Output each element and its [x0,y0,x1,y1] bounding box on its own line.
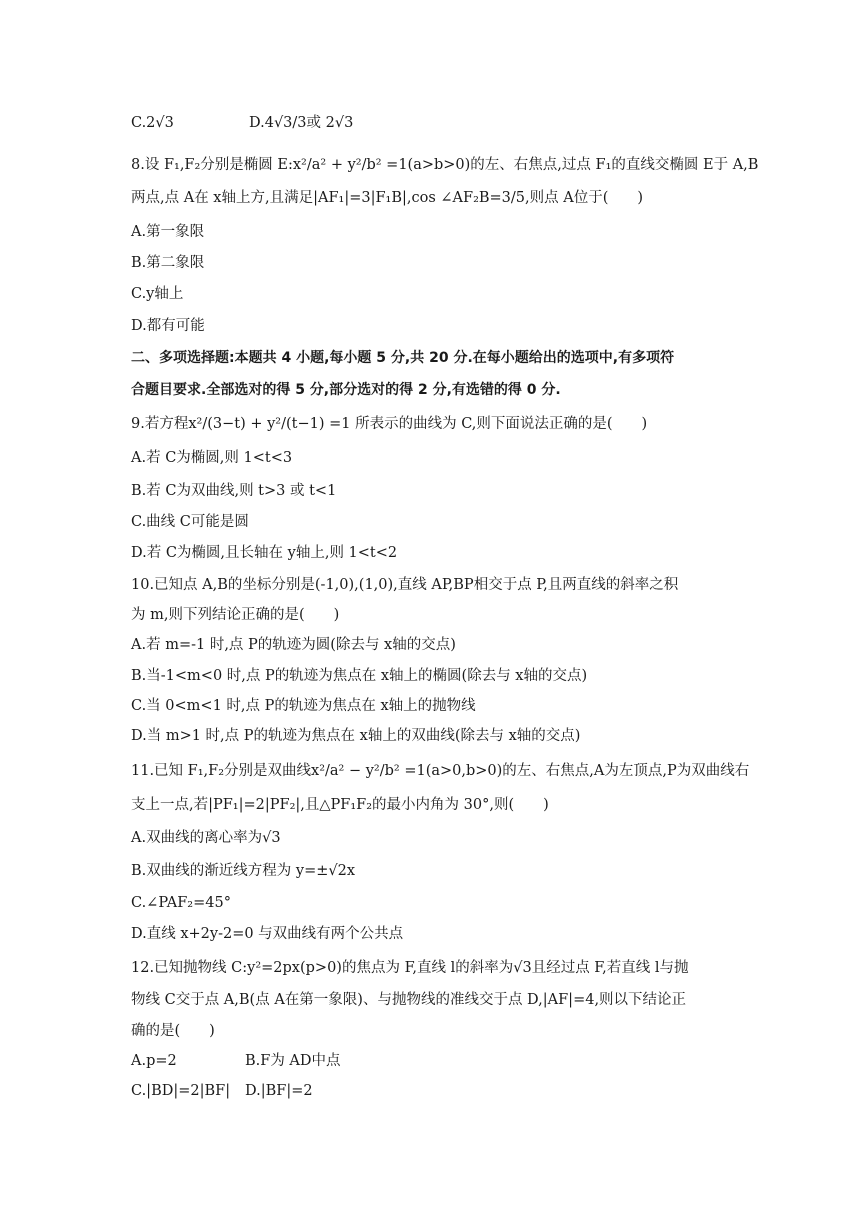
q10-stem-line1: 10.已知点 A,B的坐标分别是(-1,0),(1,0),直线 AP,BP相交于点 P,且两直线的斜率之积 [131,577,679,593]
q8-option-d: D.都有可能 [131,318,205,334]
q9-option-a: A.若 C为椭圆,则 1<t<3 [131,450,293,466]
q9-option-b: B.若 C为双曲线,则 t>3 或 t<1 [131,483,337,499]
q11-stem-line1: 11.已知 F₁,F₂分别是双曲线x²/a² − y²/b² =1(a>0,b>0)的左、右焦点,A为左顶点,P为双曲线右 [131,763,750,779]
q8-stem-line1: 8.设 F₁,F₂分别是椭圆 E:x²/a² + y²/b² =1(a>b>0)的左、右焦点,过点 F₁的直线交椭圆 E于 A,B [131,157,759,173]
q10-stem-line2: 为 m,则下列结论正确的是( ) [131,607,340,623]
option-d: D.|BF|=2 [245,1083,313,1099]
option-a: A.p=2 [131,1053,177,1069]
q10-option-a: A.若 m=-1 时,点 P的轨迹为圆(除去与 x轴的交点) [131,637,456,653]
option-d: D.4√3/3或 2√3 [249,115,354,131]
option-c: C.2√3 [131,115,174,131]
q12-stem-line2: 物线 C交于点 A,B(点 A在第一象限)、与抛物线的准线交于点 D,|AF|=4,则以下结论正 [131,992,687,1008]
q11-option-a: A.双曲线的离心率为√3 [131,830,281,846]
q11-option-d: D.直线 x+2y-2=0 与双曲线有两个公共点 [131,926,404,942]
option-c: C.|BD|=2|BF| [131,1083,231,1099]
q7-options-cd [131,113,353,133]
q11-stem-line2: 支上一点,若|PF₁|=2|PF₂|,且△PF₁F₂的最小内角为 30°,则( ) [131,797,549,813]
q12-options-cd [131,1081,313,1101]
option-b: B.F为 AD中点 [245,1053,341,1069]
q9-option-d: D.若 C为椭圆,且长轴在 y轴上,则 1<t<2 [131,545,398,561]
q9-stem: 9.若方程x²/(3−t) + y²/(t−1) =1 所表示的曲线为 C,则下面说法正确的是( ) [131,416,648,432]
q8-option-a: A.第一象限 [131,224,205,240]
q11-option-b: B.双曲线的渐近线方程为 y=±√2x [131,863,356,879]
q8-option-c: C.y轴上 [131,286,184,302]
section-heading-line1: 二、多项选择题:本题共 4 小题,每小题 5 分,共 20 分.在每小题给出的选项中,有多项符 [131,350,675,366]
section-heading-line2: 合题目要求.全部选对的得 5 分,部分选对的得 2 分,有选错的得 0 分. [131,382,561,398]
q12-options-ab [131,1051,341,1071]
q10-option-c: C.当 0<m<1 时,点 P的轨迹为焦点在 x轴上的抛物线 [131,698,476,714]
q8-stem-line2: 两点,点 A在 x轴上方,且满足|AF₁|=3|F₁B|,cos ∠AF₂B=3/5,则点 A位于( ) [131,190,644,206]
q11-option-c: C.∠PAF₂=45° [131,895,231,911]
q8-option-b: B.第二象限 [131,255,205,271]
q9-option-c: C.曲线 C可能是圆 [131,514,249,530]
q10-option-d: D.当 m>1 时,点 P的轨迹为焦点在 x轴上的双曲线(除去与 x轴的交点) [131,728,581,744]
q10-option-b: B.当-1<m<0 时,点 P的轨迹为焦点在 x轴上的椭圆(除去与 x轴的交点) [131,668,588,684]
q12-stem-line3: 确的是( ) [131,1023,215,1039]
q12-stem-line1: 12.已知抛物线 C:y²=2px(p>0)的焦点为 F,直线 l的斜率为√3且经过点 F,若直线 l与抛 [131,960,689,976]
